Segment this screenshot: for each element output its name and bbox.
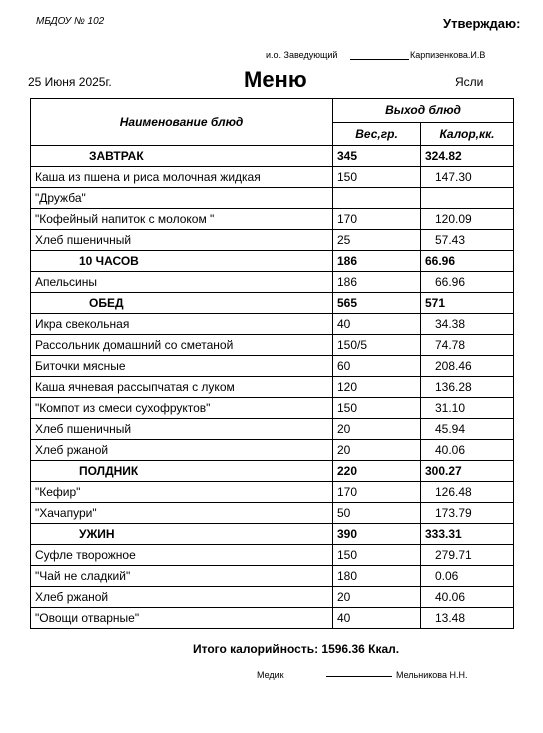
dish-calories bbox=[421, 188, 514, 209]
section-row bbox=[31, 461, 514, 482]
dish-weight: 170 bbox=[333, 209, 421, 230]
dish-name: Каша из пшена и риса молочная жидкая bbox=[31, 167, 333, 188]
table-row bbox=[31, 188, 514, 209]
total-calories: Итого калорийность: 1596.36 Ккал. bbox=[193, 642, 400, 656]
section-calories: 300.27 bbox=[421, 461, 514, 482]
dish-name: Хлеб ржаной bbox=[31, 440, 333, 461]
dish-name: "Кофейный напиток с молоком " bbox=[31, 209, 333, 230]
dish-calories: 279.71 bbox=[421, 545, 514, 566]
dish-weight: 20 bbox=[333, 419, 421, 440]
medic-name: Мельникова Н.Н. bbox=[396, 670, 468, 680]
table-row bbox=[31, 608, 514, 629]
section-weight: 565 bbox=[333, 293, 421, 314]
dish-calories: 57.43 bbox=[421, 230, 514, 251]
dish-weight: 20 bbox=[333, 587, 421, 608]
dish-calories: 66.96 bbox=[421, 272, 514, 293]
table-row bbox=[31, 440, 514, 461]
table-row bbox=[31, 209, 514, 230]
table-row bbox=[31, 545, 514, 566]
section-calories: 66.96 bbox=[421, 251, 514, 272]
column-header-name: Наименование блюд bbox=[31, 99, 333, 146]
dish-name: "Хачапури" bbox=[31, 503, 333, 524]
dish-weight: 20 bbox=[333, 440, 421, 461]
dish-name: Биточки мясные bbox=[31, 356, 333, 377]
dish-name: Рассольник домашний со сметаной bbox=[31, 335, 333, 356]
dish-weight: 40 bbox=[333, 608, 421, 629]
signatory-name: Карпизенкова.И.В bbox=[410, 50, 486, 60]
page-title: Меню bbox=[244, 67, 307, 92]
table-row bbox=[31, 398, 514, 419]
section-row bbox=[31, 293, 514, 314]
dish-name: Икра свекольная bbox=[31, 314, 333, 335]
dish-calories: 120.09 bbox=[421, 209, 514, 230]
dish-name: "Овощи отварные" bbox=[31, 608, 333, 629]
table-row bbox=[31, 419, 514, 440]
table-row bbox=[31, 167, 514, 188]
dish-name: "Чай не сладкий" bbox=[31, 566, 333, 587]
dish-name: Хлеб пшеничный bbox=[31, 230, 333, 251]
table-row bbox=[31, 272, 514, 293]
section-title: УЖИН bbox=[31, 524, 333, 545]
dish-calories: 208.46 bbox=[421, 356, 514, 377]
section-row bbox=[31, 524, 514, 545]
column-header-output: Выход блюд bbox=[333, 99, 514, 123]
column-header-calories: Калор,кк. bbox=[421, 122, 514, 146]
medic-signature-line bbox=[326, 676, 392, 677]
section-weight: 390 bbox=[333, 524, 421, 545]
dish-name: "Кефир" bbox=[31, 482, 333, 503]
section-title: 10 ЧАСОВ bbox=[31, 251, 333, 272]
dish-name: Суфле творожное bbox=[31, 545, 333, 566]
section-row bbox=[31, 251, 514, 272]
table-row bbox=[31, 314, 514, 335]
menu-date: 25 Июня 2025г. bbox=[28, 75, 112, 89]
menu-table bbox=[30, 98, 514, 629]
table-row bbox=[31, 377, 514, 398]
dish-name: Апельсины bbox=[31, 272, 333, 293]
dish-name: Каша ячневая рассыпчатая с луком bbox=[31, 377, 333, 398]
dish-name: Хлеб ржаной bbox=[31, 587, 333, 608]
dish-weight: 150 bbox=[333, 167, 421, 188]
section-calories: 571 bbox=[421, 293, 514, 314]
dish-weight bbox=[333, 188, 421, 209]
medic-label: Медик bbox=[257, 670, 284, 680]
table-row bbox=[31, 566, 514, 587]
section-title: ПОЛДНИК bbox=[31, 461, 333, 482]
dish-calories: 136.28 bbox=[421, 377, 514, 398]
organization-name: МБДОУ № 102 bbox=[36, 16, 105, 27]
table-row bbox=[31, 503, 514, 524]
dish-name: "Компот из смеси сухофруктов" bbox=[31, 398, 333, 419]
dish-weight: 150 bbox=[333, 398, 421, 419]
dish-weight: 186 bbox=[333, 272, 421, 293]
dish-name: "Дружба" bbox=[31, 188, 333, 209]
table-row bbox=[31, 587, 514, 608]
section-calories: 333.31 bbox=[421, 524, 514, 545]
dish-weight: 150/5 bbox=[333, 335, 421, 356]
column-header-weight: Вес,гр. bbox=[333, 122, 421, 146]
dish-weight: 40 bbox=[333, 314, 421, 335]
dish-calories: 40.06 bbox=[421, 587, 514, 608]
dish-calories: 13.48 bbox=[421, 608, 514, 629]
group-name: Ясли bbox=[455, 75, 484, 89]
section-title: ОБЕД bbox=[31, 293, 333, 314]
section-calories: 324.82 bbox=[421, 146, 514, 167]
signature-line bbox=[350, 59, 409, 60]
table-row bbox=[31, 356, 514, 377]
section-weight: 345 bbox=[333, 146, 421, 167]
dish-weight: 120 bbox=[333, 377, 421, 398]
dish-calories: 45.94 bbox=[421, 419, 514, 440]
dish-weight: 25 bbox=[333, 230, 421, 251]
section-title: ЗАВТРАК bbox=[31, 146, 333, 167]
approval-heading: Утверждаю: bbox=[443, 16, 521, 31]
dish-weight: 180 bbox=[333, 566, 421, 587]
table-row bbox=[31, 482, 514, 503]
dish-weight: 150 bbox=[333, 545, 421, 566]
section-row bbox=[31, 146, 514, 167]
dish-calories: 147.30 bbox=[421, 167, 514, 188]
signatory-label: и.о. Заведующий bbox=[266, 50, 338, 60]
menu-table-body bbox=[31, 146, 514, 629]
dish-weight: 170 bbox=[333, 482, 421, 503]
section-weight: 220 bbox=[333, 461, 421, 482]
dish-calories: 74.78 bbox=[421, 335, 514, 356]
dish-calories: 40.06 bbox=[421, 440, 514, 461]
dish-weight: 60 bbox=[333, 356, 421, 377]
dish-calories: 0.06 bbox=[421, 566, 514, 587]
table-row bbox=[31, 335, 514, 356]
dish-name: Хлеб пшеничный bbox=[31, 419, 333, 440]
dish-calories: 31.10 bbox=[421, 398, 514, 419]
dish-weight: 50 bbox=[333, 503, 421, 524]
dish-calories: 34.38 bbox=[421, 314, 514, 335]
table-row bbox=[31, 230, 514, 251]
dish-calories: 126.48 bbox=[421, 482, 514, 503]
dish-calories: 173.79 bbox=[421, 503, 514, 524]
section-weight: 186 bbox=[333, 251, 421, 272]
